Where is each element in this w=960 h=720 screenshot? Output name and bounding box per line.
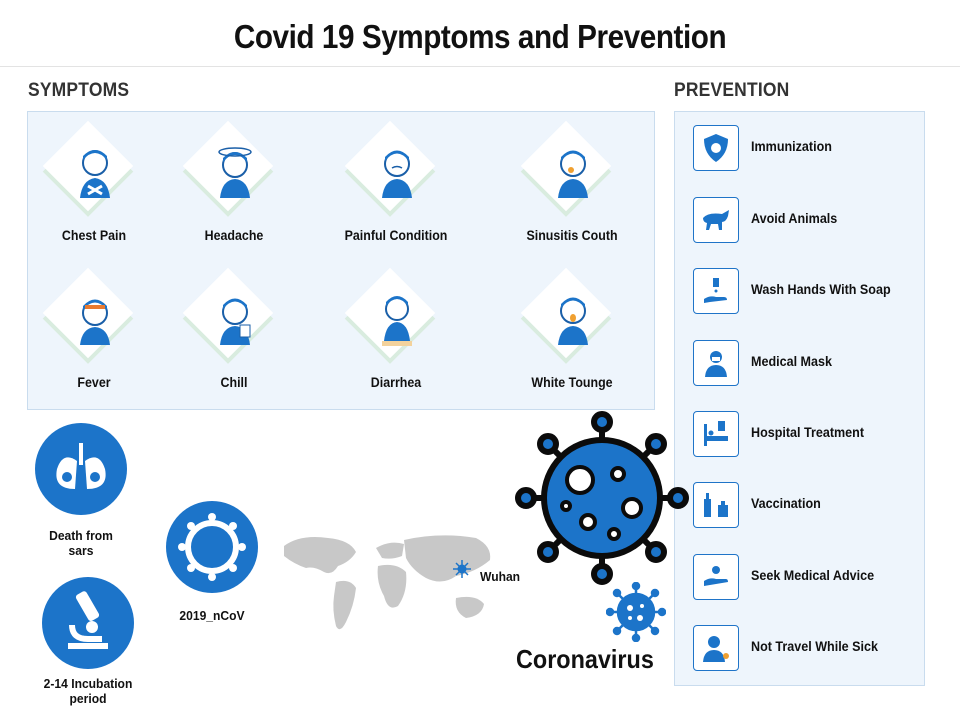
hand-wash-icon xyxy=(700,275,732,307)
death-from-sars-label: Death from sars xyxy=(49,528,113,558)
prevention-not-travel xyxy=(693,625,923,671)
incubation-label: 2-14 Incubation period xyxy=(43,676,133,706)
wuhan-marker-icon xyxy=(453,560,471,578)
prevention-seek-advice xyxy=(693,554,923,600)
prevention-label: Vaccination xyxy=(751,496,821,511)
prevention-immunization xyxy=(693,125,923,171)
world-map xyxy=(280,526,512,644)
symptoms-heading: SYMPTOMS xyxy=(28,80,130,101)
vaccine-icon xyxy=(700,489,732,521)
diarrhea-icon xyxy=(362,285,432,355)
chill-icon xyxy=(200,285,270,355)
hospital-bed-icon xyxy=(700,418,732,450)
symptom-label: Fever xyxy=(77,375,111,390)
wuhan-label: Wuhan xyxy=(480,569,521,584)
prevention-medical-mask xyxy=(693,340,923,386)
virus-ring-icon xyxy=(166,501,258,593)
mask-person-icon xyxy=(700,347,732,379)
symptom-label: Headache xyxy=(204,228,264,243)
coronavirus-label: Coronavirus xyxy=(516,644,654,674)
symptom-headache xyxy=(164,128,304,258)
fever-icon xyxy=(60,285,130,355)
doctor-icon xyxy=(700,632,732,664)
symptom-label: Sinusitis Couth xyxy=(526,228,618,243)
prevention-label: Hospital Treatment xyxy=(751,425,865,440)
symptom-label: Diarrhea xyxy=(370,375,422,390)
symptom-chill xyxy=(164,275,304,405)
title-divider xyxy=(0,66,960,67)
symptoms-panel xyxy=(27,111,655,410)
sinusitis-icon xyxy=(538,138,608,208)
small-virus-icon xyxy=(606,582,666,642)
symptom-painful-condition xyxy=(326,128,466,258)
ncov-badge xyxy=(166,501,258,593)
incubation-badge xyxy=(42,577,134,669)
prevention-label: Seek Medical Advice xyxy=(751,568,875,583)
microscope-icon xyxy=(42,577,134,669)
lungs-icon xyxy=(35,423,127,515)
chest-pain-icon xyxy=(60,138,130,208)
symptom-label: Chest Pain xyxy=(61,228,127,243)
prevention-wash-hands xyxy=(693,268,923,314)
prevention-label: Medical Mask xyxy=(751,354,832,369)
symptom-fever xyxy=(24,275,164,405)
headache-icon xyxy=(200,138,270,208)
prevention-label: Avoid Animals xyxy=(751,211,838,226)
page-title: Covid 19 Symptoms and Prevention xyxy=(233,18,727,55)
symptom-label: Painful Condition xyxy=(344,228,448,243)
symptom-white-tongue xyxy=(502,275,642,405)
symptom-diarrhea xyxy=(326,275,466,405)
prevention-vaccination xyxy=(693,482,923,528)
prevention-heading: PREVENTION xyxy=(674,80,790,101)
painful-condition-icon xyxy=(362,138,432,208)
hand-advice-icon xyxy=(700,561,732,593)
symptom-chest-pain xyxy=(24,128,164,258)
animal-icon xyxy=(700,204,732,236)
ncov-label: 2019_nCoV xyxy=(179,608,245,623)
prevention-avoid-animals xyxy=(693,197,923,243)
symptom-label: White Tounge xyxy=(531,375,613,390)
prevention-hospital-treatment xyxy=(693,411,923,457)
shield-virus-icon xyxy=(700,132,732,164)
white-tongue-icon xyxy=(538,285,608,355)
symptom-label: Chill xyxy=(220,375,248,390)
prevention-panel xyxy=(674,111,925,686)
death-from-sars-badge xyxy=(35,423,127,515)
prevention-label: Wash Hands With Soap xyxy=(751,282,891,297)
symptom-sinusitis xyxy=(502,128,642,258)
prevention-label: Not Travel While Sick xyxy=(751,639,878,654)
coronavirus-icon xyxy=(514,410,690,586)
prevention-label: Immunization xyxy=(751,139,832,154)
